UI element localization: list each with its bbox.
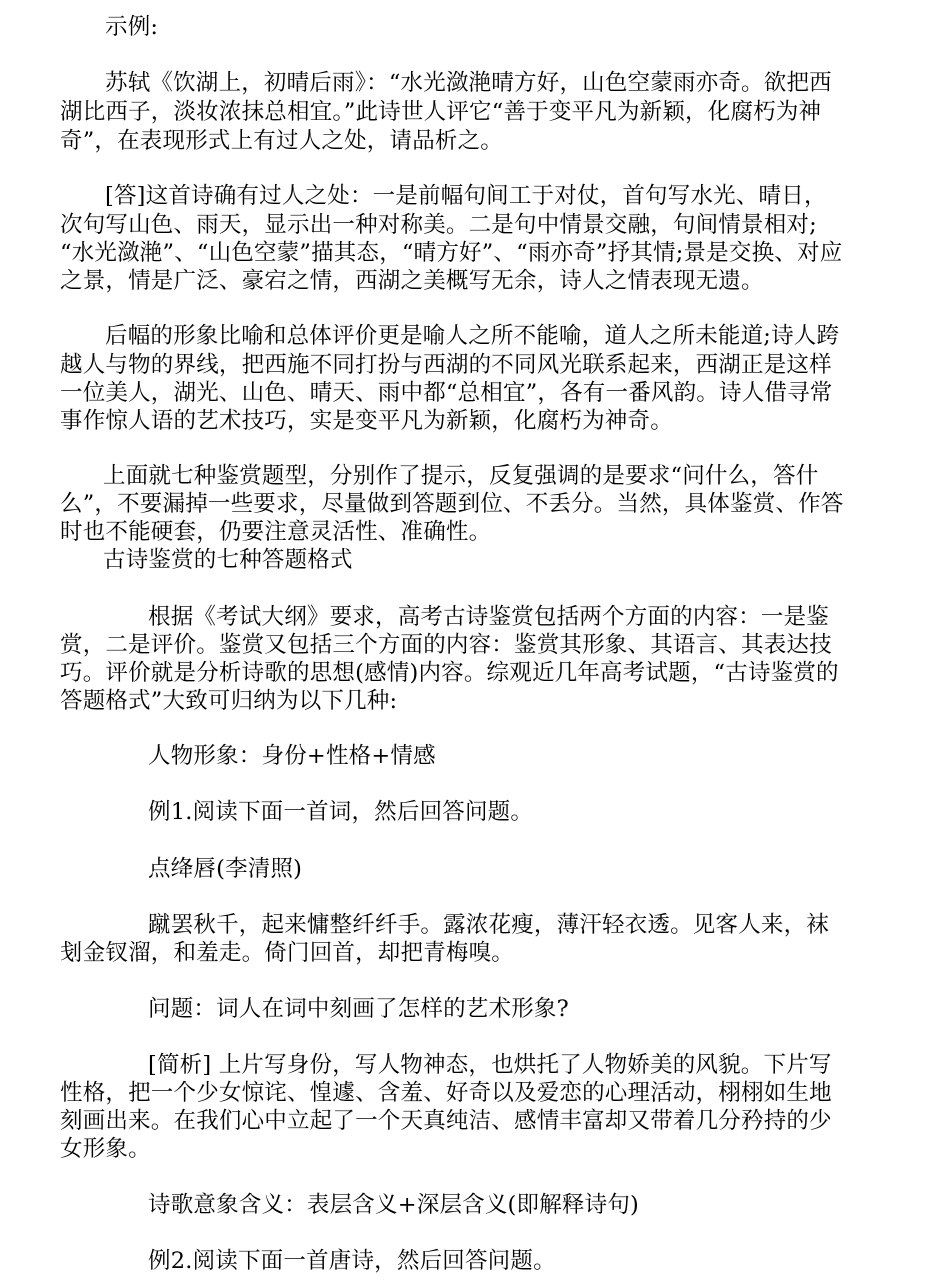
text-line: [答]这首诗确有过人之处：一是前幅句间工于对仗，首句写水光、晴日， [105,183,827,209]
text-line: 刻画出来。在我们心中立起了一个天真纯洁、感情丰富却又带着几分矜持的少 [60,1108,832,1134]
text-line: 赏，二是评价。鉴赏又包括三个方面的内容：鉴赏其形象、其语言、其表达技 [60,632,832,658]
text-line: 越人与物的界线，把西施不同打扮与西湖的不同风光联系起来，西湖正是这样 [60,352,832,378]
text-line: 蹴罢秋千，起来慵整纤纤手。露浓花瘦，薄汗轻衣透。见客人来，袜 [148,912,830,938]
heading-example: 示例: [105,14,159,40]
text-line: 事作惊人语的艺术技巧，实是变平凡为新颖，化腐朽为神奇。 [60,408,673,434]
poem-title: 点绛唇(李清照) [148,856,303,882]
subheading: 诗歌意象含义：表层含义+深层含义(即解释诗句) [148,1192,640,1218]
text-line: 问题：词人在词中刻画了怎样的艺术形象? [148,996,569,1022]
text-line: 之景，情是广泛、豪宕之情，西湖之美概写无余，诗人之情表现无遗。 [60,268,764,294]
text-line: 时也不能硬套，仍要注意灵活性、准确性。 [60,519,492,545]
text-line: 一位美人，湖光、山色、晴天、雨中都“总相宜”，各有一番风韵。诗人借寻常 [60,380,833,406]
text-line: 奇”，在表现形式上有过人之处，请品析之。 [60,128,504,154]
section-heading: 古诗鉴赏的七种答题格式 [103,547,353,573]
text-line: 么”，不要漏掉一些要求，尽量做到答题到位、不丢分。当然，具体鉴赏、作答 [60,491,844,517]
text-line: 后幅的形象比喻和总体评价更是喻人之所不能喻，道人之所未能道;诗人跨 [105,323,840,349]
text-line: 苏轼《饮湖上，初晴后雨》：“水光潋滟晴方好，山色空蒙雨亦奇。欲把西 [105,70,832,96]
subheading: 人物形象：身份+性格+情感 [148,743,436,769]
text-line: 上面就七种鉴赏题型，分别作了提示，反复强调的是要求“问什么，答什 [103,463,819,489]
text-line: 巧。评价就是分析诗歌的思想(感情)内容。综观近几年高考试题，“古诗鉴赏的 [60,660,839,686]
text-line: 答题格式”大致可归纳为以下几种: [60,688,398,714]
text-line: 刬金钗溜，和羞走。倚门回首，却把青梅嗅。 [60,940,515,966]
text-line: 女形象。 [60,1136,151,1162]
text-line: 例2.阅读下面一首唐诗，然后回答问题。 [148,1248,556,1274]
text-line: 例1.阅读下面一首词，然后回答问题。 [148,799,534,825]
text-line: “水光潋滟”、“山色空蒙”描其态，“晴方好”、“雨亦奇”抒其情;景是交换、对应 [60,240,843,266]
text-line: 湖比西子，淡妆浓抹总相宜。”此诗世人评它“善于变平凡为新颖，化腐朽为神 [60,99,822,125]
text-line: 根据《考试大纲》要求，高考古诗鉴赏包括两个方面的内容：一是鉴 [148,604,830,630]
text-line: 次句写山色、雨天，显示出一种对称美。二是句中情景交融，句间情景相对; [60,212,817,238]
text-line: [简析] 上片写身份，写人物神态，也烘托了人物娇美的风貌。下片写 [148,1052,832,1078]
text-line: 性格，把一个少女惊诧、惶遽、含羞、好奇以及爱恋的心理活动，栩栩如生地 [60,1080,832,1106]
